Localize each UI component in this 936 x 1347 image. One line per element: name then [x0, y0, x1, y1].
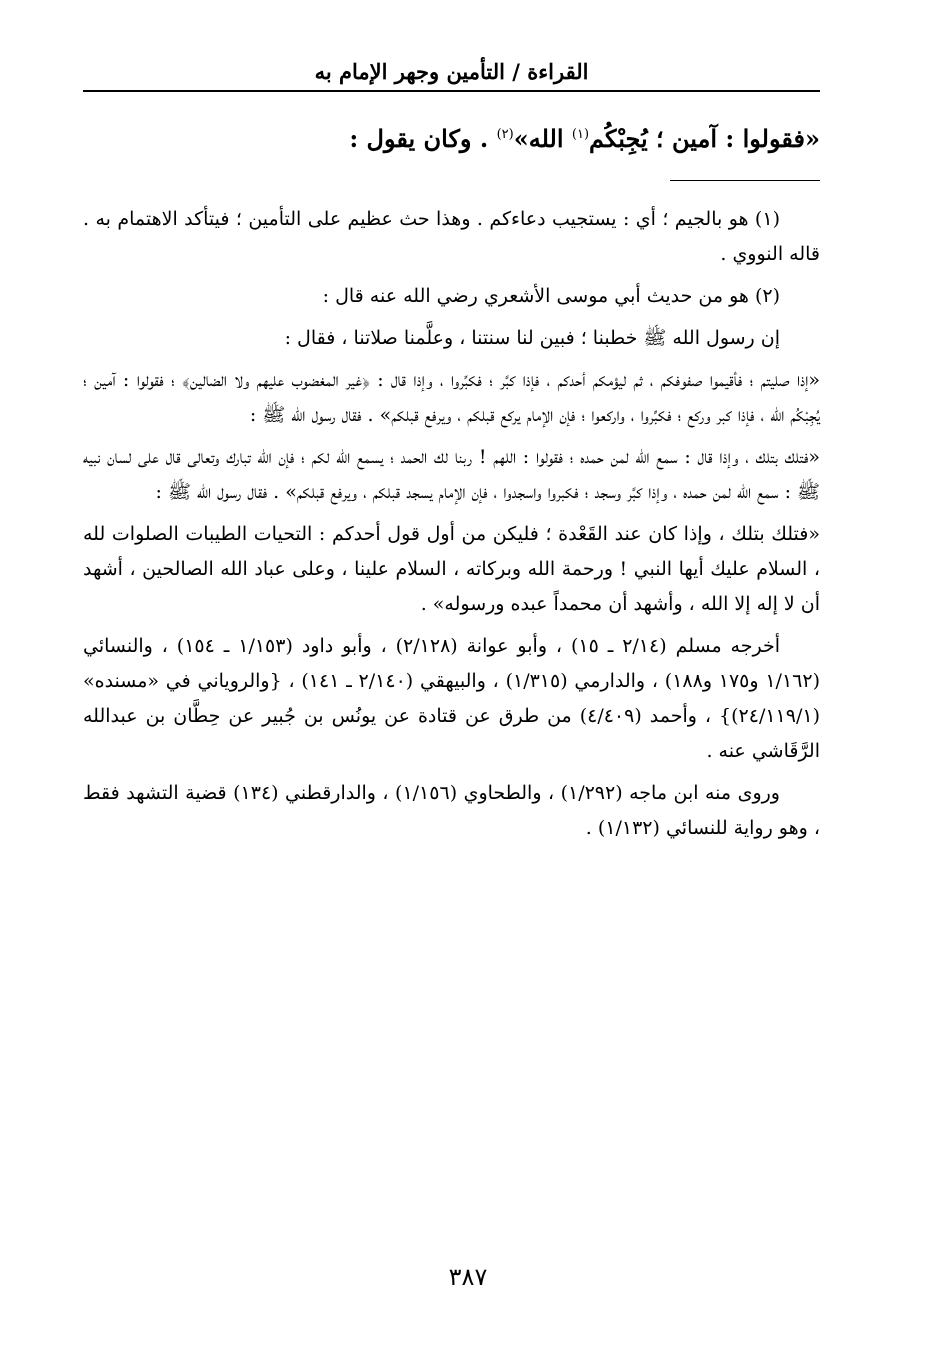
- page-number: ٣٨٧: [448, 1263, 488, 1291]
- running-header: القراءة / التأمين وجهر الإمام به: [314, 59, 589, 84]
- footnote-2-hadith-part1: «إذا صليتم ؛ فأقيموا صفوفكم ، ثم ليؤمكم أحدكم ، فإذا كبَّر ؛ فكبِّروا ، وإذا قال : ﴿غير المغضوب عليهم ولا الضالين﴾ ؛ فقولوا : آمين ؛ يُجِبْكُم الله ، فإذا كبر وركع ؛ فكبِّروا ، واركعوا ؛ فإن الإمام يركع قبلكم ، ويرفع قبلكم» . فقال رسول الله ﷺ :: [83, 369, 820, 426]
- main-text-part3: . وكان يقول :: [349, 124, 497, 153]
- header-rule: [83, 90, 820, 92]
- footnotes-block: [83, 202, 820, 853]
- main-text-line: [83, 110, 820, 164]
- main-text-part1: «فقولوا : آمين ؛ يُجِبْكُم: [589, 124, 820, 153]
- footnote-separator: [670, 180, 820, 181]
- footnote-2-takhrij: أخرجه مسلم (٢/١٤ ـ ١٥) ، وأبو عوانة (٢/١٢٨) ، وأبو داود (١/١٥٣ ـ ١٥٤) ، والنسائي (١/١٦٢ و١٧٥ و١٨٨) ، والدارمي (١/٣١٥) ، والبيهقي (٢/١٤٠ ـ ١٤١) ، {والروياني في «مسنده» (٢٤/١١٩/١)} ، وأحمد (٤/٤٠٩) من طرق عن قتادة عن يونُس بن جُبير عن حِطَّان بن عبدالله الرَّقَاشي عنه .: [83, 635, 820, 762]
- footnote-2-hadith-part3: «فتلك بتلك ، وإذا كان عند القَعْدة ؛ فليكن من أول قول أحدكم : التحيات الطيبات الصلوات لله ، السلام عليك أيها النبي ! ورحمة الله وبركاته ، السلام علينا ، وعلى عباد الله الصالحين ، أشهد أن لا إله إلا الله ، وأشهد أن محمداً عبده ورسوله» .: [83, 523, 821, 615]
- footnote-2-additional: وروى منه ابن ماجه (١/٢٩٢) ، والطحاوي (١/١٥٦) ، والدارقطني (١٣٤) قضية التشهد فقط ، وهو رواية للنسائي (١/١٣٢) .: [83, 782, 820, 839]
- footnote-2: (٢) هو من حديث أبي موسى الأشعري رضي الله عنه قال :: [322, 285, 780, 307]
- footnote-1: (١) هو بالجيم ؛ أي : يستجيب دعاءكم . وهذا حث عظيم على التأمين ؛ فيتأكد الاهتمام به . قاله النووي .: [83, 208, 820, 265]
- main-text-part2: الله»: [513, 124, 572, 153]
- footnote-2-hadith-part2: «فتلك بتلك ، وإذا قال : سمع الله لمن حمده ؛ فقولوا : اللهم ! ربنا لك الحمد ؛ يسمع الله لكم ؛ فإن الله تبارك وتعالى قال على لسان نبيه ﷺ : سمع الله لمن حمده ، وإذا كبَّر وسجد ؛ فكبروا واسجدوا ، فإن الإمام يسجد قبلكم ، ويرفع قبلكم» . فقال رسول الله ﷺ :: [83, 446, 820, 503]
- footnote-ref-2: (٢): [496, 127, 514, 142]
- footnote-2-hadith-intro: إن رسول الله ﷺ خطبنا ؛ فبين لنا سنتنا ، وعلَّمنا صلاتنا ، فقال :: [284, 327, 780, 349]
- footnote-ref-1: (١): [571, 127, 590, 142]
